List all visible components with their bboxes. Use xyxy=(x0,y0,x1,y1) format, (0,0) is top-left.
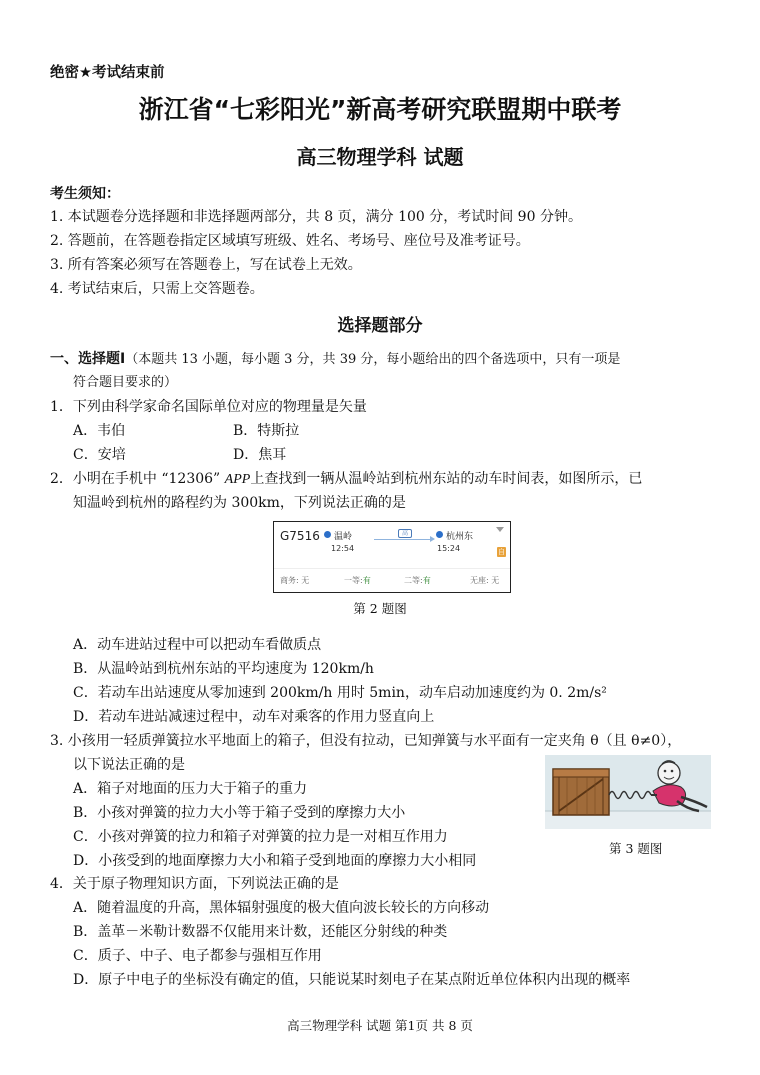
section-title: 选择题部分 xyxy=(337,316,423,336)
train-type-tag: 高 xyxy=(398,529,412,538)
q1-stem: 1．下列由科学家命名国际单位对应的物理量是矢量 xyxy=(50,399,367,415)
route-arrow xyxy=(374,539,432,540)
notice-item: 3. 所有答案必须写在答题卷上，写在试卷上无效。 xyxy=(50,257,362,273)
q2-option-b: B．从温岭站到杭州东站的平均速度为 120km/h xyxy=(73,661,374,677)
notice-item: 2. 答题前，在答题卷指定区域填写班级、姓名、考场号、座位号及准考证号。 xyxy=(50,233,530,249)
q2-stem-start: 2．小明在手机中 “12306” xyxy=(50,471,221,487)
dropdown-triangle-icon xyxy=(496,527,504,532)
q4-option-a: A．随着温度的升高，黑体辐射强度的极大值向波长较长的方向移动 xyxy=(73,900,490,916)
wooden-box xyxy=(553,769,609,815)
notice-heading: 考生须知： xyxy=(50,186,120,202)
q1-option-c: C．安培 xyxy=(73,447,126,463)
q3-stem-cont: 以下说法正确的是 xyxy=(73,757,185,773)
q3-figure-caption: 第 3 题图 xyxy=(609,841,663,856)
q3-option-d: D．小孩受到的地面摩擦力大小和箱子受到地面的摩擦力大小相同 xyxy=(73,853,477,869)
depart-time: 12:54 xyxy=(331,544,355,553)
q2-app: APP xyxy=(224,472,251,487)
q2-option-a: A．动车进站过程中可以把动车看做质点 xyxy=(73,637,322,653)
seat-standing: 无座: 无 xyxy=(470,576,500,585)
arrow-head-icon xyxy=(430,536,435,542)
q4-option-d: D．原子中电子的坐标没有确定的值，只能说某时刻电子在某点附近单位体积内出现的概率 xyxy=(73,972,631,988)
ticket-divider xyxy=(274,568,510,569)
seat-first-class: 一等:有 xyxy=(344,576,371,585)
q1-option-d: D．焦耳 xyxy=(233,447,287,463)
notice-item: 1. 本试题卷分选择题和非选择题两部分，共 8 页，满分 100 分，考试时间 90 分钟。 xyxy=(50,209,582,225)
seat-business: 商务: 无 xyxy=(280,576,310,585)
auto-badge: 自 xyxy=(498,548,505,556)
q3-option-c: C．小孩对弹簧的拉力和箱子对弹簧的拉力是一对相互作用力 xyxy=(73,829,448,845)
q1-option-b: B．特斯拉 xyxy=(233,423,300,439)
child-pulling-box-figure xyxy=(545,755,711,829)
q4-stem: 4．关于原子物理知识方面，下列说法正确的是 xyxy=(50,876,339,892)
q2-stem-cont: 知温岭到杭州的路程约为 300km，下列说法正确的是 xyxy=(73,495,406,511)
part1-label: 一、选择题Ⅰ xyxy=(50,351,126,367)
origin-station: 温岭 xyxy=(334,532,353,542)
q3-stem: 3. 小孩用一轻质弹簧拉水平地面上的箱子，但没有拉动，已知弹簧与水平面有一定夹角 θ（且 θ≠0）， xyxy=(50,733,682,749)
part1-desc: （本题共 13 小题，每小题 3 分，共 39 分，每小题给出的四个备选项中，只有一项是 xyxy=(125,352,621,367)
q3-option-b: B．小孩对弹簧的拉力大小等于箱子受到的摩擦力大小 xyxy=(73,805,406,821)
part1-heading xyxy=(50,350,620,369)
train-number: G7516 xyxy=(280,529,320,543)
destination-dot-icon xyxy=(436,531,443,538)
part1-desc-cont: 符合题目要求的） xyxy=(73,375,178,390)
exam-subtitle: 高三物理学科 试题 xyxy=(296,145,464,169)
notice-item: 4. 考试结束后，只需上交答题卷。 xyxy=(50,281,264,297)
q3-option-a: A．箱子对地面的压力大于箱子的重力 xyxy=(73,781,308,797)
arrive-time: 15:24 xyxy=(437,544,461,553)
secret-label: 绝密★考试结束前 xyxy=(50,65,165,81)
destination-station: 杭州东 xyxy=(446,532,474,542)
page-footer: 高三物理学科 试题 第1页 共 8 页 xyxy=(287,1018,473,1033)
q2-stem xyxy=(50,470,642,489)
q4-option-b: B．盖革－米勒计数器不仅能用来计数，还能区分射线的种类 xyxy=(73,924,448,940)
q2-figure-caption: 第 2 题图 xyxy=(353,601,407,616)
q2-option-d: D．若动车进站减速过程中，动车对乘客的作用力竖直向上 xyxy=(73,709,435,725)
q1-option-a: A．韦伯 xyxy=(73,423,126,439)
train-ticket-figure xyxy=(273,521,511,593)
exam-title: 浙江省“七彩阳光”新高考研究联盟期中联考 xyxy=(138,95,622,124)
q2-option-c: C．若动车出站速度从零加速到 200km/h 用时 5min，动车启动加速度约为 0. 2m/s² xyxy=(73,685,607,701)
seat-second-class: 二等:有 xyxy=(404,576,431,585)
q4-option-c: C．质子、中子、电子都参与强相互作用 xyxy=(73,948,322,964)
origin-dot-icon xyxy=(324,531,331,538)
q2-stem-rest: 上查找到一辆从温岭站到杭州东站的动车时间表，如图所示，已 xyxy=(250,471,643,487)
